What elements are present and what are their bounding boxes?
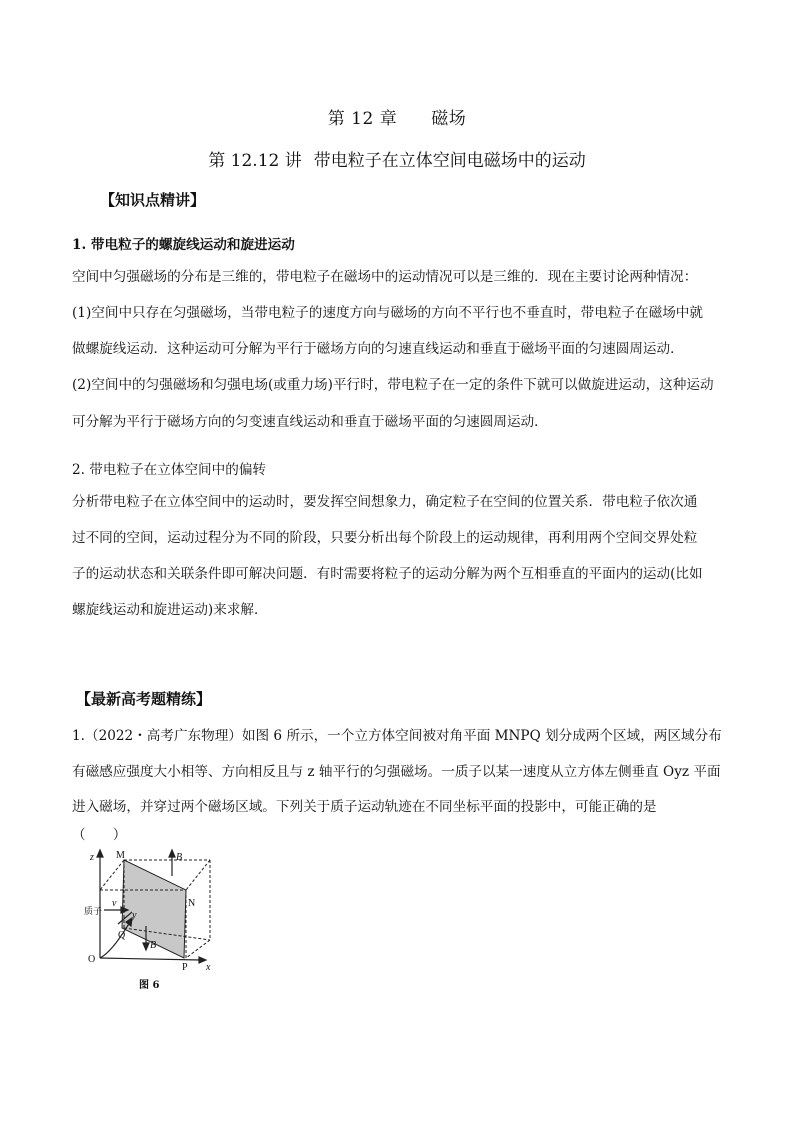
topic2-line: 子的运动状态和关联条件即可解决问题．有时需要将粒子的运动分解为两个互相垂直的平面内的运动(比如	[72, 566, 703, 582]
label-b-down: B	[150, 940, 157, 951]
cube-magnetic-field-figure	[84, 848, 224, 993]
topic1-line: 做螺旋线运动．这种运动可分解为平行于磁场方向的匀速直线运动和垂直于磁场平面的匀速圆周运动．	[72, 341, 684, 357]
label-o: O	[88, 954, 96, 965]
lecture-number: 第 12.12 讲	[208, 151, 302, 171]
question-line: （ ）	[72, 827, 127, 843]
question-line: 1.（2022・高考广东物理）如图 6 所示，一个立方体空间被对角平面 MNPQ 划分成两个区域，两区域分布	[72, 728, 722, 744]
figure-caption: 图 6	[139, 980, 160, 991]
chapter-heading	[0, 104, 794, 129]
topic2-line: 过不同的空间，运动过程分为不同的阶段，只要分析出每个阶段上的运动规律，再利用两个空间交界处粒	[72, 530, 698, 546]
topic1-line: (1)空间中只存在匀强磁场，当带电粒子的速度方向与磁场的方向不平行也不垂直时，带电粒子在磁场中就	[72, 305, 703, 321]
question-line: 有磁感应强度大小相等、方向相反且与 z 轴平行的匀强磁场。一质子以某一速度从立方体左侧垂直 Oyz 平面	[72, 764, 721, 780]
label-m: M	[116, 850, 125, 861]
label-v: v	[112, 898, 117, 909]
topic1-title: 1. 带电粒子的螺旋线运动和旋进运动	[72, 237, 295, 253]
topic1-line: 空间中匀强磁场的分布是三维的，带电粒子在磁场中的运动情况可以是三维的．现在主要讨论两种情况：	[72, 269, 698, 285]
label-x: x	[206, 962, 211, 973]
chapter-number: 第 12 章	[327, 109, 398, 129]
lecture-heading	[0, 146, 794, 171]
label-n: N	[188, 898, 196, 909]
section-exam-title: 【最新高考题精练】	[76, 690, 212, 708]
topic1-line: (2)空间中的匀强磁场和匀强电场(或重力场)平行时，带电粒子在一定的条件下就可以做旋进运动，这种运动	[72, 377, 714, 393]
label-q: Q	[118, 930, 126, 941]
label-z: z	[90, 852, 94, 863]
topic2-line: 螺旋线运动和旋进运动)来求解．	[72, 602, 268, 618]
label-proton: 质子	[84, 906, 103, 916]
question-line: 进入磁场，并穿过两个磁场区域。下列关于质子运动轨迹在不同坐标平面的投影中，可能正确的是	[72, 799, 657, 815]
chapter-title: 磁场	[431, 109, 467, 129]
section-knowledge-title: 【知识点精讲】	[100, 191, 206, 209]
topic2-line: 分析带电粒子在立体空间中的运动时，要发挥空间想象力，确定粒子在空间的位置关系．带电粒子依次通	[72, 494, 698, 510]
label-y: y	[132, 910, 137, 921]
topic2-title: 2. 带电粒子在立体空间中的偏转	[72, 462, 267, 478]
lecture-title: 带电粒子在立体空间电磁场中的运动	[313, 151, 586, 171]
label-b-up: B	[176, 852, 183, 863]
label-p: P	[182, 962, 188, 973]
topic1-line: 可分解为平行于磁场方向的匀变速直线运动和垂直于磁场平面的匀速圆周运动．	[72, 414, 548, 430]
